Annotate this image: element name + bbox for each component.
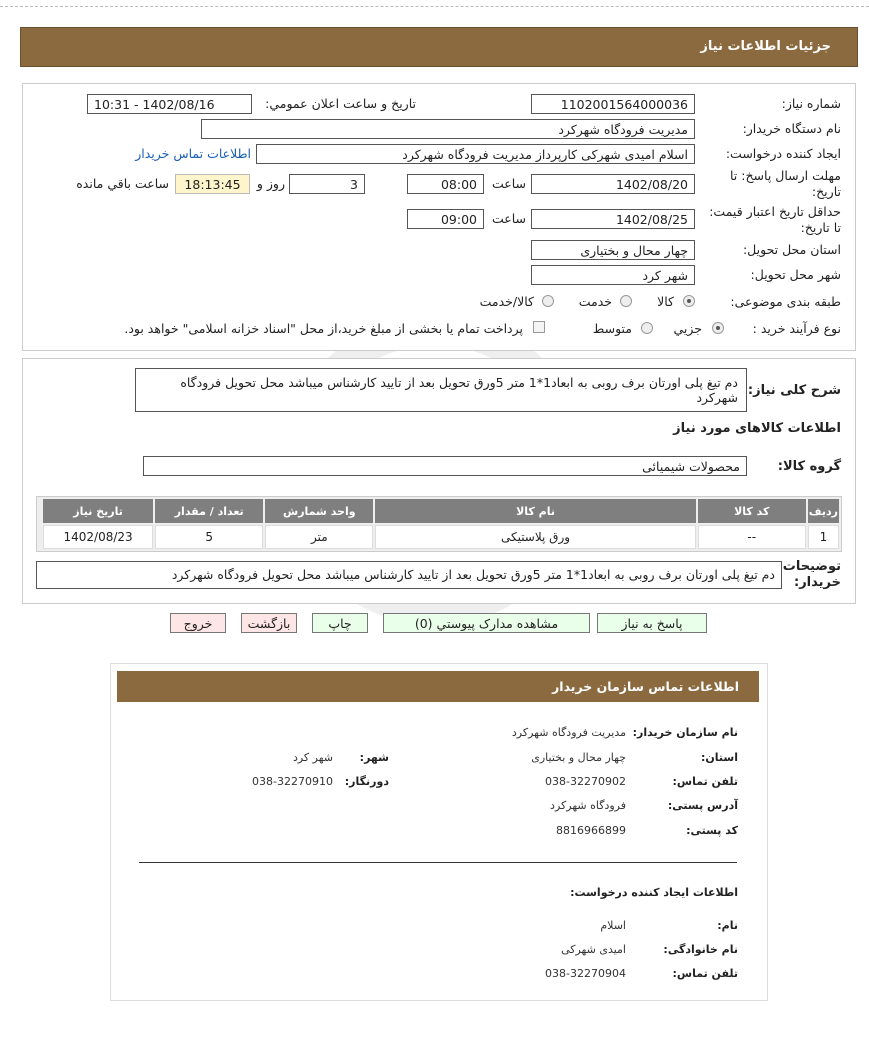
creator-phone-label: تلفن تماس:	[672, 967, 738, 980]
validity-time-label: ساعت	[491, 211, 526, 226]
cell-row-number: 1	[808, 525, 839, 549]
goods-group-field: محصولات شیمیائی	[143, 456, 747, 476]
reply-button[interactable]: پاسخ به نیاز	[597, 613, 707, 633]
category-label: طبقه بندی موضوعی:	[730, 294, 841, 309]
treasury-payment-checkbox[interactable]	[533, 321, 545, 333]
exit-button[interactable]: خروج	[170, 613, 226, 633]
description-field: دم تیغ پلی اورتان برف روبی به ابعاد1*1 متر 5ورق تحویل بعد از تایید کارشناس میباشد محل تحویل فرودگاه شهرکرد	[135, 368, 747, 412]
goods-table-header	[43, 499, 839, 523]
goods-info-title: اطلاعات کالاهای مورد نیاز	[673, 421, 841, 436]
treasury-payment-note: پرداخت تمام یا بخشی از مبلغ خرید،از محل "اسناد خزانه اسلامی" خواهد بود.	[124, 321, 523, 336]
description-label: شرح کلی نیاز:	[747, 383, 841, 398]
validity-label: حداقل تاریخ اعتبار قیمت:	[709, 204, 841, 219]
top-border	[0, 0, 869, 7]
process-radio-medium[interactable]	[641, 322, 653, 334]
contact-divider	[139, 862, 737, 863]
province-label: استان محل تحویل:	[742, 242, 841, 257]
goods-table	[41, 497, 841, 551]
creator-phone-value: 038-32270904	[545, 967, 626, 980]
header-goods-code: کد کالا	[698, 499, 806, 523]
contact-org-value: مدیریت فرودگاه شهرکرد	[511, 726, 626, 739]
table-row	[43, 525, 839, 549]
header-unit: واحد شمارش	[265, 499, 373, 523]
contact-card-title-bar	[117, 671, 759, 702]
validity-date-field: 1402/08/25	[531, 209, 695, 229]
goods-table-wrapper	[36, 496, 842, 552]
remaining-label: ساعت باقي مانده	[76, 176, 169, 191]
header-row-number: ردیف	[808, 499, 839, 523]
contact-phone-value: 038-32270902	[545, 775, 626, 788]
cell-quantity: 5	[155, 525, 263, 549]
deadline-label-2: تاریخ:	[811, 184, 841, 199]
creator-name-value: اسلام	[600, 919, 626, 932]
validity-time-field: 09:00	[407, 209, 484, 229]
buyer-notes-label-2: خریدار:	[794, 575, 841, 590]
contact-province-value: چهار محال و بختیاری	[531, 751, 626, 764]
buyer-notes-label: توضیحات	[782, 559, 841, 574]
contact-phone-label: تلفن تماس:	[672, 775, 738, 788]
contact-address-value: فرودگاه شهرکرد	[550, 799, 626, 812]
contact-postal-value: 8816966899	[556, 824, 626, 837]
process-radio-partial[interactable]	[712, 322, 724, 334]
contact-org-label: نام سازمان خریدار:	[632, 726, 738, 739]
creator-name-label: نام:	[717, 919, 738, 932]
page-title: جزئیات اطلاعات نیاز	[700, 39, 831, 54]
category-radio-service[interactable]	[620, 295, 632, 307]
contact-address-label: آدرس پستی:	[667, 799, 738, 812]
contact-postal-label: کد پستی:	[686, 824, 738, 837]
deadline-time-label: ساعت	[491, 176, 526, 191]
deadline-date-field: 1402/08/20	[531, 174, 695, 194]
creator-field: اسلام امیدی شهرکی کارپرداز مدیریت فرودگاه شهرکرد	[256, 144, 695, 164]
process-option-partial: جزیي	[673, 321, 702, 336]
category-option-service: خدمت	[578, 294, 612, 309]
back-button[interactable]: بازگشت	[241, 613, 297, 633]
page-title-bar	[20, 27, 858, 67]
province-field: چهار محال و بختیاری	[531, 240, 695, 260]
contact-city-value: شهر کرد	[292, 751, 333, 764]
cell-goods-code: --	[698, 525, 806, 549]
need-number-label: شماره نیاز:	[781, 96, 841, 111]
cell-goods-name: ورق پلاستیکی	[375, 525, 695, 549]
days-field: 3	[289, 174, 365, 194]
contact-fax-label: دورنگار:	[344, 775, 389, 788]
remaining-time-field: 18:13:45	[175, 174, 250, 194]
cell-unit: متر	[265, 525, 373, 549]
buyer-contact-link[interactable]: اطلاعات تماس خریدار	[135, 146, 251, 161]
buyer-notes-field: دم تیغ پلی اورتان برف روبی به ابعاد1*1 متر 5ورق تحویل بعد از تایید کارشناس میباشد محل تحویل فرودگاه شهرکرد	[36, 561, 782, 589]
deadline-time-field: 08:00	[407, 174, 484, 194]
goods-group-label: گروه کالا:	[777, 459, 841, 474]
contact-fax-value: 038-32270910	[252, 775, 333, 788]
contact-province-label: استان:	[701, 751, 738, 764]
category-radio-both[interactable]	[542, 295, 554, 307]
category-radio-goods[interactable]	[683, 295, 695, 307]
header-need-date: تاریخ نیاز	[43, 499, 153, 523]
city-label: شهر محل تحویل:	[750, 267, 841, 282]
buyer-org-field: مدیریت فرودگاه شهرکرد	[201, 119, 695, 139]
print-button[interactable]: چاپ	[312, 613, 368, 633]
city-field: شهر کرد	[531, 265, 695, 285]
deadline-label: مهلت ارسال پاسخ: تا	[730, 168, 841, 183]
process-option-medium: متوسط	[592, 321, 632, 336]
need-number-field: 1102001564000036	[531, 94, 695, 114]
header-goods-name: نام کالا	[375, 499, 695, 523]
creator-info-title: اطلاعات ایجاد کننده درخواست:	[570, 886, 738, 899]
days-label: روز و	[256, 176, 285, 191]
category-option-goods: کالا	[657, 294, 674, 309]
category-option-both: کالا/خدمت	[479, 294, 534, 309]
announce-label: تاریخ و ساعت اعلان عمومي:	[265, 96, 416, 111]
header-quantity: تعداد / مقدار	[155, 499, 263, 523]
cell-need-date: 1402/08/23	[43, 525, 153, 549]
announce-field: 1402/08/16 - 10:31	[87, 94, 252, 114]
creator-family-label: نام خانوادگی:	[663, 943, 738, 956]
process-label: نوع فرآیند خرید :	[752, 321, 841, 336]
contact-city-label: شهر:	[359, 751, 389, 764]
creator-label: ایجاد کننده درخواست:	[725, 146, 841, 161]
creator-family-value: امیدی شهرکی	[561, 943, 626, 956]
buyer-org-label: نام دستگاه خریدار:	[742, 121, 841, 136]
attachments-button[interactable]: مشاهده مدارک پیوستي (0)	[383, 613, 590, 633]
contact-card-title: اطلاعات تماس سازمان خریدار	[552, 679, 739, 694]
validity-label-2: تا تاریخ:	[800, 220, 841, 235]
